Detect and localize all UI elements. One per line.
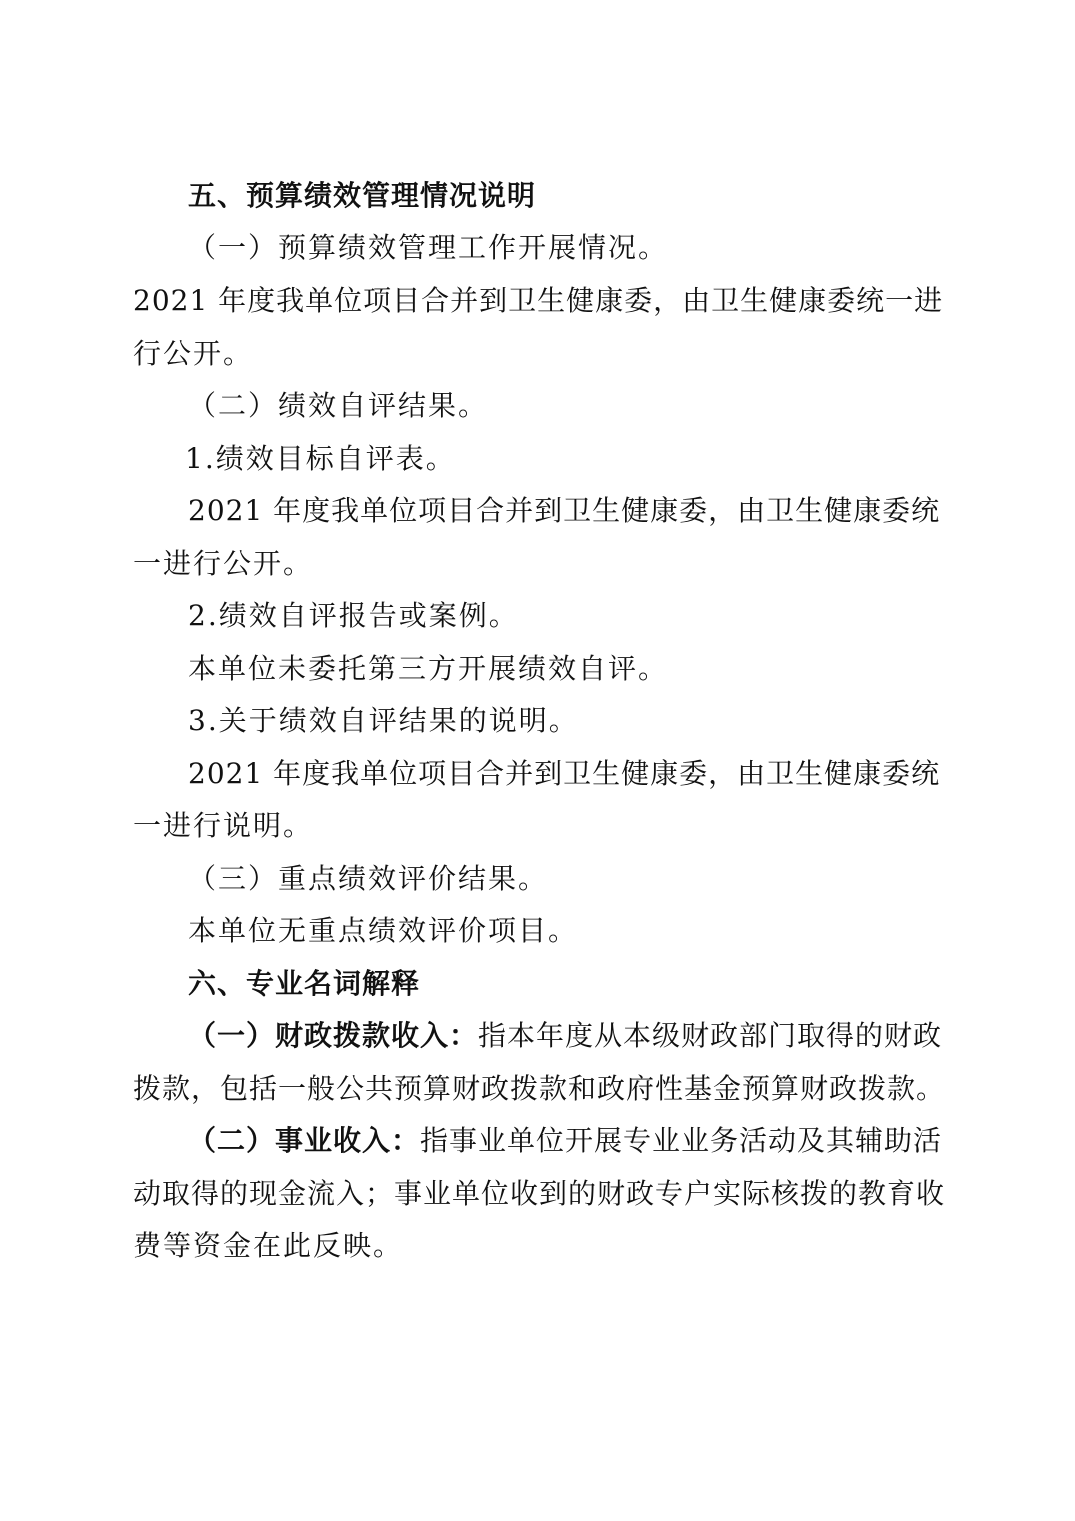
term-label: （一）财政拨款收入：	[188, 1019, 479, 1052]
paragraph-line: 本单位无重点绩效评价项目。	[188, 914, 579, 947]
list-item-2: 2.绩效自评报告或案例。	[188, 599, 519, 632]
term-definition-line	[188, 1018, 942, 1054]
paragraph-line: 2021 年度我单位项目合并到卫生健康委，由卫生健康委统	[188, 494, 941, 527]
paragraph-line: 拨款，包括一般公共预算财政拨款和政府性基金预算财政拨款。	[133, 1072, 946, 1105]
paragraph-line: 2021 年度我单位项目合并到卫生健康委，由卫生健康委统一进	[133, 284, 944, 317]
term-text: 指事业单位开展专业业务活动及其辅助活	[420, 1124, 943, 1157]
term-text: 指本年度从本级财政部门取得的财政	[478, 1019, 943, 1052]
list-item-1: 1.绩效目标自评表。	[185, 442, 456, 475]
subheading-5-1: （一）预算绩效管理工作开展情况。	[188, 231, 669, 264]
paragraph-line: 动取得的现金流入；事业单位收到的财政专户实际核拨的教育收	[133, 1177, 946, 1210]
section-heading-6: 六、专业名词解释	[188, 967, 421, 1000]
paragraph-line: 费等资金在此反映。	[133, 1229, 404, 1262]
subheading-5-3: （三）重点绩效评价结果。	[188, 862, 549, 895]
term-definition-line	[188, 1123, 942, 1159]
paragraph-line: 行公开。	[133, 337, 254, 370]
list-item-3: 3.关于绩效自评结果的说明。	[188, 704, 579, 737]
paragraph-line: 本单位未委托第三方开展绩效自评。	[188, 652, 669, 685]
term-label: （二）事业收入：	[188, 1124, 421, 1157]
paragraph-line: 2021 年度我单位项目合并到卫生健康委，由卫生健康委统	[188, 757, 941, 790]
paragraph-line: 一进行说明。	[133, 809, 314, 842]
section-heading-5: 五、预算绩效管理情况说明	[188, 179, 537, 212]
subheading-5-2: （二）绩效自评结果。	[188, 389, 489, 422]
paragraph-line: 一进行公开。	[133, 547, 314, 580]
